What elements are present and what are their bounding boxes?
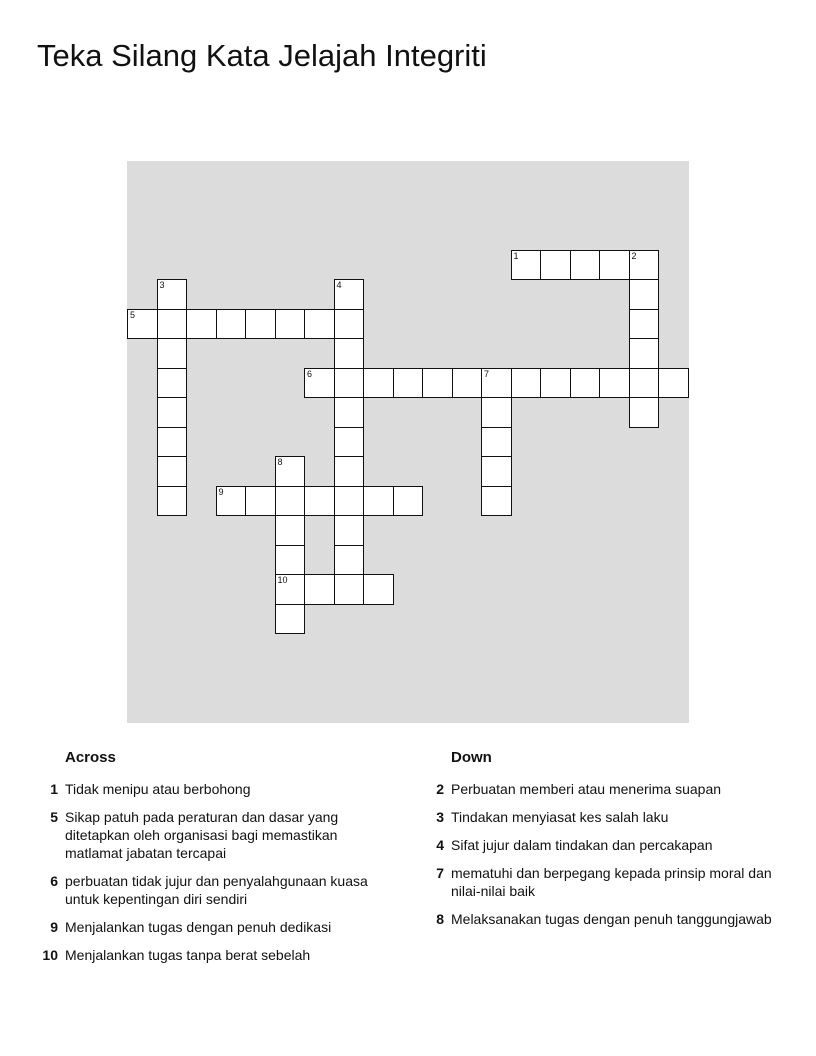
across-heading: Across [65,749,116,766]
down-clue [424,808,794,826]
clue-number: 3 [436,809,444,825]
grid-cell[interactable] [334,545,365,576]
grid-cell[interactable] [511,250,542,281]
grid-cell[interactable] [393,368,424,399]
grid-cell[interactable] [481,427,512,458]
grid-cell[interactable] [275,515,306,546]
clue-text: Sikap patuh pada peraturan dan dasar yang ditetapkan oleh organisasi bagi memastikan matlamat jabatan tercapai [65,809,339,861]
crossword-grid [127,161,689,723]
grid-cell[interactable] [481,456,512,487]
clue-number: 5 [50,809,58,825]
clue-number: 8 [436,911,444,927]
grid-cell[interactable] [540,368,571,399]
clue-number: 4 [436,837,444,853]
grid-cell[interactable] [540,250,571,281]
grid-cell[interactable] [363,486,394,517]
grid-cell[interactable] [245,309,276,340]
clue-number: 1 [50,781,58,797]
page-title: Teka Silang Kata Jelajah Integriti [37,38,487,73]
cell-number: 8 [277,457,283,467]
grid-cell[interactable] [658,368,689,399]
clue-text: Sifat jujur dalam tindakan dan percakapan [451,837,713,853]
grid-cell[interactable] [304,574,335,605]
down-clue [424,910,794,928]
grid-cell[interactable] [157,279,188,310]
grid-cell[interactable] [304,309,335,340]
cell-number: 4 [336,280,342,290]
grid-cell[interactable] [127,309,158,340]
grid-cell[interactable] [157,368,188,399]
grid-cell[interactable] [304,368,335,399]
grid-cell[interactable] [629,279,660,310]
cell-number: 7 [484,368,490,379]
down-clue [424,836,794,854]
clue-text: mematuhi dan berpegang kepada prinsip moral dan nilai-nilai baik [451,865,772,899]
grid-cell[interactable] [629,397,660,428]
clue-number: 2 [436,781,444,797]
clue-text: perbuatan tidak jujur dan penyalahgunaan kuasa untuk kepentingan diri sendiri [65,873,368,907]
grid-cell[interactable] [334,338,365,369]
grid-cell[interactable] [334,574,365,605]
grid-cell[interactable] [275,574,306,605]
grid-cell[interactable] [334,486,365,517]
grid-cell[interactable] [481,486,512,517]
clue-number: 7 [436,865,444,881]
grid-cell[interactable] [481,368,512,399]
grid-cell[interactable] [334,279,365,310]
grid-cell[interactable] [570,368,601,399]
grid-cell[interactable] [422,368,453,399]
grid-cell[interactable] [157,486,188,517]
grid-cell[interactable] [334,397,365,428]
grid-cell[interactable] [481,397,512,428]
grid-cell[interactable] [363,574,394,605]
clue-text: Perbuatan memberi atau menerima suapan [451,781,722,797]
across-clue-list [38,780,383,964]
grid-cell[interactable] [157,338,188,369]
across-clue [38,918,383,936]
grid-cell[interactable] [393,486,424,517]
grid-cell[interactable] [216,486,247,517]
down-clues-section [424,748,794,938]
cell-number: 3 [159,280,165,290]
grid-cell[interactable] [245,486,276,517]
cell-number: 9 [218,486,224,497]
down-clue-list [424,780,794,928]
clue-text: Tidak menipu atau berbohong [65,781,251,797]
grid-cell[interactable] [570,250,601,281]
across-clue [38,872,383,908]
grid-cell[interactable] [334,309,365,340]
grid-cell[interactable] [275,486,306,517]
grid-cell[interactable] [157,397,188,428]
grid-cell[interactable] [334,515,365,546]
grid-cell[interactable] [629,338,660,369]
grid-cell[interactable] [275,456,306,487]
down-heading: Down [451,749,492,766]
cell-number: 2 [631,250,637,261]
grid-cell[interactable] [452,368,483,399]
grid-cell[interactable] [186,309,217,340]
grid-cell[interactable] [334,456,365,487]
grid-cell[interactable] [157,309,188,340]
grid-cell[interactable] [157,427,188,458]
grid-cell[interactable] [216,309,247,340]
cell-number: 1 [513,250,519,261]
grid-cell[interactable] [629,250,660,281]
cell-number: 5 [130,309,136,320]
grid-cell[interactable] [157,456,188,487]
grid-cell[interactable] [629,368,660,399]
clue-text: Menjalankan tugas dengan penuh dedikasi [65,919,332,935]
grid-cell[interactable] [275,604,306,635]
across-clues-section [38,748,383,974]
across-clue [38,808,383,862]
across-clue [38,780,383,798]
grid-cell[interactable] [334,427,365,458]
grid-cell[interactable] [599,368,630,399]
grid-cell[interactable] [334,368,365,399]
down-clue [424,780,794,798]
grid-cell[interactable] [275,545,306,576]
grid-cell[interactable] [275,309,306,340]
clue-text: Tindakan menyiasat kes salah laku [451,809,669,825]
clue-number: 6 [50,873,58,889]
grid-cell[interactable] [511,368,542,399]
grid-cell[interactable] [629,309,660,340]
clue-number: 10 [42,947,58,963]
down-clue [424,864,794,900]
grid-cell[interactable] [599,250,630,281]
clue-text: Melaksanakan tugas dengan penuh tanggungjawab [451,911,772,927]
grid-cell[interactable] [304,486,335,517]
cell-number: 6 [307,368,313,379]
clue-number: 9 [50,919,58,935]
clue-text: Menjalankan tugas tanpa berat sebelah [65,947,311,963]
across-clue [38,946,383,964]
cell-number: 10 [277,575,288,585]
grid-cell[interactable] [363,368,394,399]
